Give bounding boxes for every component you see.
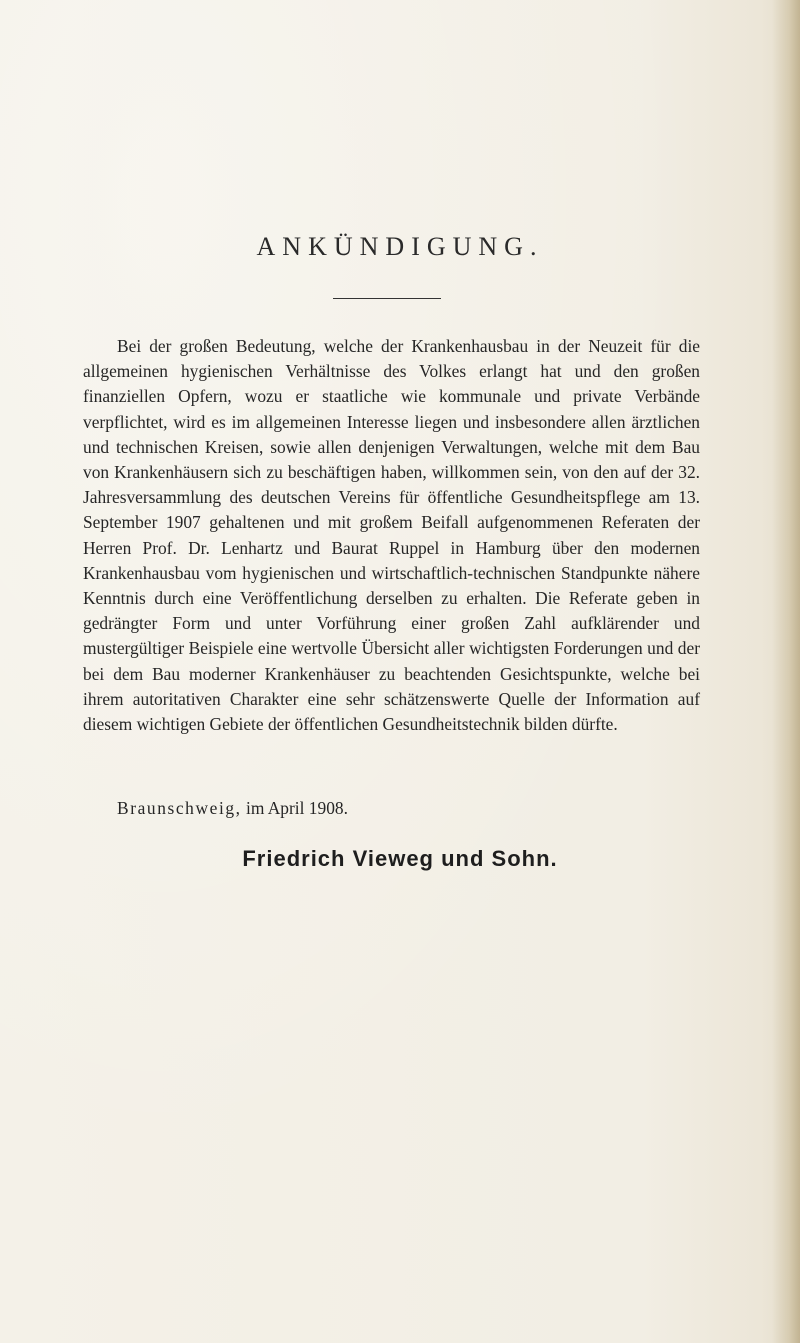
place-name: Braunschweig, (117, 798, 242, 818)
page-edge-shadow (772, 0, 800, 1343)
publisher-name: Friedrich Vieweg und Sohn. (242, 846, 558, 871)
date-text: im April 1908. (246, 798, 348, 818)
place-date-line (117, 798, 348, 819)
announcement-body: Bei der großen Bedeutung, welche der Krankenhausbau in der Neuzeit für die allgemeinen hygienischen Verhältnisse des Volkes erlangt hat und den großen finanziellen Opfern, wozu er staatliche wie kommunale und private Verbände verpflichtet, wird es im allgemeinen Interesse liegen und insbesondere allen ärztlichen und technischen Kreisen, sowie allen denjenigen Verwaltungen, welche mit dem Bau von Krankenhäusern sich zu beschäftigen haben, willkommen sein, von den auf der 32. Jahresversammlung des deutschen Vereins für öffentliche Gesundheitspflege am 13. September 1907 gehaltenen und mit großem Beifall aufgenommenen Referaten der Herren Prof. Dr. Lenhartz und Baurat Ruppel in Hamburg über den modernen Krankenhausbau vom hygienischen und wirtschaftlich-technischen Standpunkte nähere Kenntnis durch eine Veröffentlichung derselben zu erhalten. Die Referate geben in gedrängter Form und unter Vorführung einer großen Zahl aufklärender und mustergültiger Beispiele eine wertvolle Übersicht aller wichtigsten Forderungen und der bei dem Bau moderner Krankenhäuser zu beachtenden Gesichtspunkte, welche bei ihrem autoritativen Charakter eine sehr schätzenswerte Quelle der Information auf diesem wichtigen Gebiete der öffentlichen Gesundheitstechnik bilden dürfte. (83, 336, 700, 735)
announcement-title: ANKÜNDIGUNG. (256, 232, 544, 261)
title-divider (333, 298, 441, 299)
